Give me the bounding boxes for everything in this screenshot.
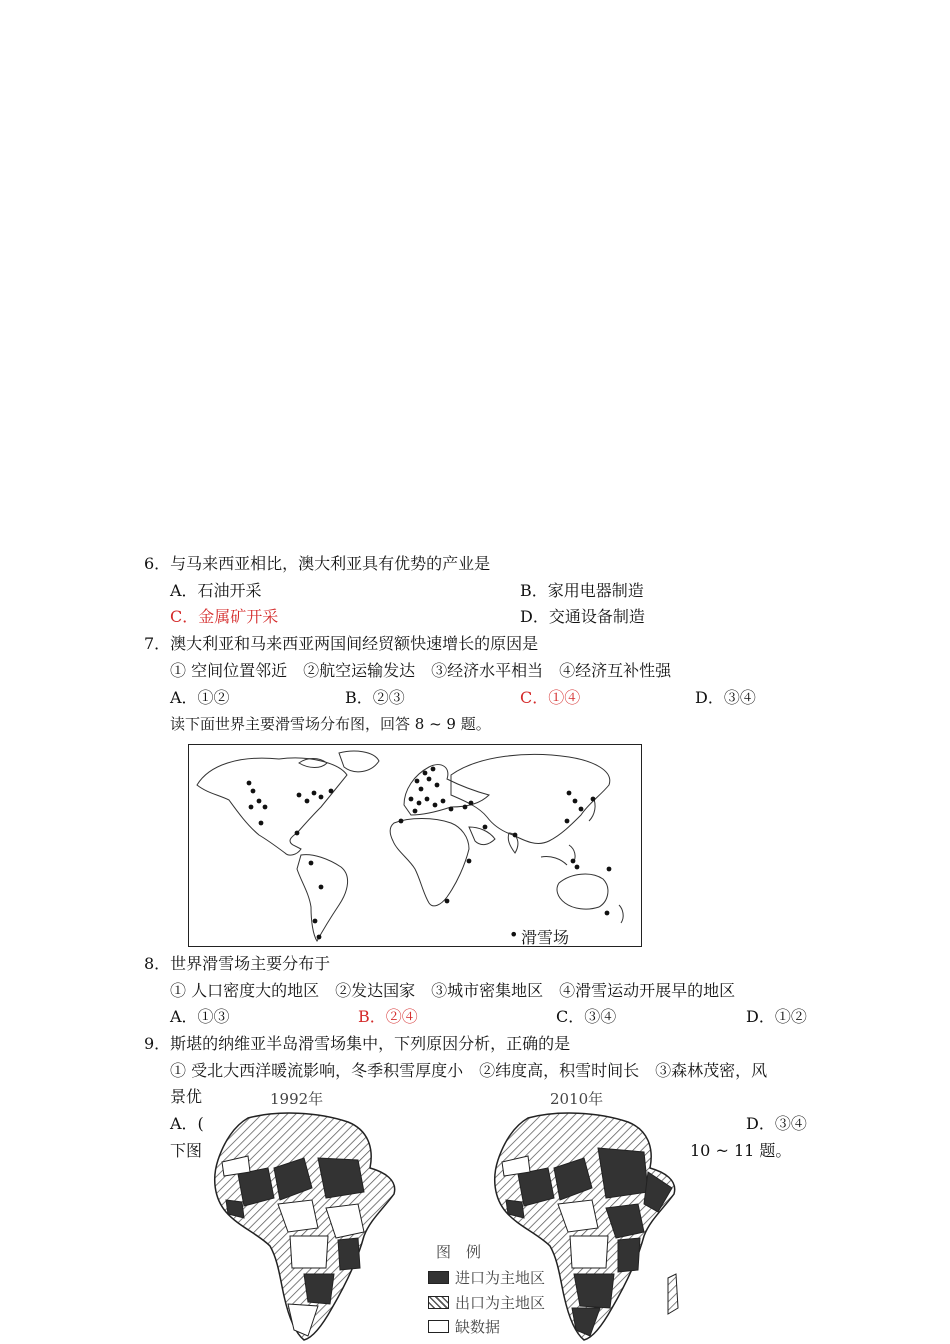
africa-map-1992 — [208, 1108, 408, 1344]
africa-intro-suffix: 10 ~ 11 题。 — [690, 1141, 792, 1160]
ski-map-intro: 读下面世界主要滑雪场分布图，回答 8 ~ 9 题。 — [170, 715, 491, 733]
legend-nodata-label: 缺数据 — [455, 1318, 501, 1336]
year-1992-label: 1992年 — [270, 1090, 324, 1108]
q7-items: ① 空间位置邻近 ②航空运输发达 ③经济水平相当 ④经济互补性强 — [170, 661, 672, 680]
q9-option-d[interactable]: D．③④ — [746, 1114, 807, 1133]
q9-items-line2: 景优 — [170, 1087, 203, 1106]
ski-legend-dot: • — [509, 925, 519, 944]
ski-legend-label: 滑雪场 — [521, 928, 570, 947]
q7-option-b[interactable]: B．②③ — [345, 688, 405, 707]
africa-legend-title: 图 例 — [436, 1243, 482, 1261]
q6-option-c[interactable]: C．金属矿开采 — [170, 607, 279, 626]
q8-items: ① 人口密度大的地区 ②发达国家 ③城市密集地区 ④滑雪运动开展早的地区 — [170, 981, 736, 1000]
q9-stem: 9．斯堪的纳维亚半岛滑雪场集中，下列原因分析，正确的是 — [144, 1034, 571, 1053]
legend-import-label: 进口为主地区 — [455, 1269, 546, 1287]
q7-option-c[interactable]: C．①④ — [520, 688, 581, 707]
q6-option-a[interactable]: A．石油开采 — [170, 581, 262, 600]
q8-option-b[interactable]: B．②④ — [358, 1007, 418, 1026]
legend-export-swatch — [428, 1296, 449, 1309]
q8-option-c[interactable]: C．③④ — [556, 1007, 617, 1026]
q6-stem: 6．与马来西亚相比，澳大利亚具有优势的产业是 — [144, 554, 491, 573]
q6-option-b[interactable]: B．家用电器制造 — [520, 581, 644, 600]
q7-option-a[interactable]: A．①② — [170, 688, 230, 707]
q9-items-line1: ① 受北大西洋暖流影响，冬季积雪厚度小 ②纬度高，积雪时间长 ③森林茂密，风 — [170, 1061, 768, 1080]
legend-nodata-swatch — [428, 1320, 449, 1333]
q8-option-d[interactable]: D．①② — [746, 1007, 807, 1026]
world-ski-map — [188, 744, 642, 947]
legend-export-label: 出口为主地区 — [455, 1294, 546, 1312]
q9-option-a[interactable]: A．( — [170, 1114, 204, 1133]
q8-option-a[interactable]: A．①③ — [170, 1007, 230, 1026]
q6-option-d[interactable]: D．交通设备制造 — [520, 607, 645, 626]
africa-intro-prefix: 下图 — [170, 1141, 203, 1160]
q8-stem: 8．世界滑雪场主要分布于 — [144, 954, 331, 973]
q7-option-d[interactable]: D．③④ — [695, 688, 756, 707]
world-map-outline — [189, 745, 641, 946]
legend-import-swatch — [428, 1271, 449, 1284]
year-2010-label: 2010年 — [550, 1090, 604, 1108]
q7-stem: 7．澳大利亚和马来西亚两国间经贸额快速增长的原因是 — [144, 634, 539, 653]
